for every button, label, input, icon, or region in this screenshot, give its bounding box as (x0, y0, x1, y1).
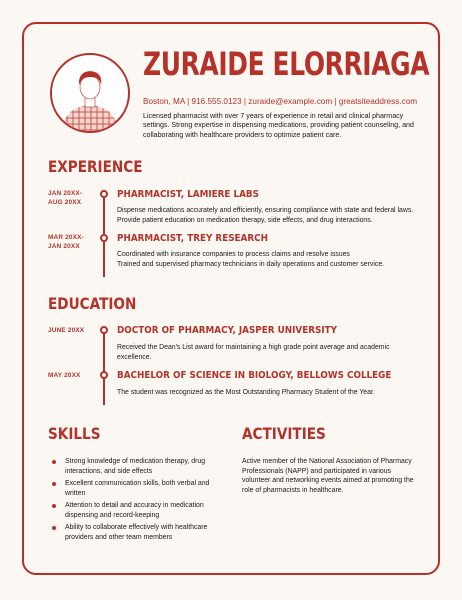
contact-line: Boston, MA | 916.555.0123 | zuraide@example.com | greatsiteaddress.com (143, 97, 418, 106)
experience-date: JAN 20XX- AUG 20XX (48, 190, 83, 206)
candidate-name: ZURAIDE ELORRIAGA (143, 45, 430, 83)
list-item: Excellent communication skills, both verbal and written (48, 479, 223, 498)
experience-heading: EXPERIENCE (48, 157, 143, 176)
timeline-dot (100, 326, 108, 334)
skills-heading: SKILLS (48, 424, 101, 443)
timeline-dot (100, 190, 108, 198)
list-item: Strong knowledge of medication therapy, drug interactions, and side effects (48, 457, 223, 476)
education-date: JUNE 20XX (48, 327, 85, 334)
timeline-dot (100, 234, 108, 242)
education-description: Received the Dean's List award for maintaining a high grade point average and academic excellence. (117, 344, 390, 361)
education-date: MAY 20XX (48, 372, 81, 379)
list-item: Ability to collaborate effectively with healthcare providers and other team members (48, 523, 223, 542)
activities-heading: ACTIVITIES (242, 424, 326, 443)
experience-description: Coordinated with insurance companies to process claims and resolve issues Trained and supervised pharmacy technicians in daily operations and customer service. (117, 251, 385, 268)
experience-date: MAR 20XX- JAN 20XX (48, 234, 84, 250)
education-title: DOCTOR OF PHARMACY, JASPER UNIVERSITY (117, 325, 337, 336)
experience-title: PHARMACIST, TREY RESEARCH (117, 233, 268, 244)
experience-description: Dispense medications accurately and efficiently, ensuring compliance with state and federal laws. Provide patient education on medication therapy, side effects, and drug interactions. (117, 207, 414, 224)
skills-list (48, 457, 223, 545)
education-description: The student was recognized as the Most Outstanding Pharmacy Student of the Year. (117, 389, 375, 396)
summary: Licensed pharmacist with over 7 years of experience in retail and clinical pharmacy settings. Strong expertise in dispensing medications, providing patient counseling, and collaborating with healthcare providers to optimize patient care. (143, 112, 414, 139)
list-item: Attention to detail and accuracy in medication dispensing and record-keeping (48, 501, 223, 520)
timeline-dot (100, 371, 108, 379)
person-icon (52, 55, 128, 131)
education-title: BACHELOR OF SCIENCE IN BIOLOGY, BELLOWS COLLEGE (117, 370, 392, 381)
education-timeline (103, 327, 105, 405)
avatar (50, 53, 130, 133)
experience-title: PHARMACIST, LAMIERE LABS (117, 189, 259, 200)
activities-description: Active member of the National Association of Pharmacy Professionals (NAPP) and participated in various volunteer and networking events aimed at promoting the role of pharmacists in healthcare. (242, 458, 414, 494)
education-heading: EDUCATION (48, 294, 137, 313)
